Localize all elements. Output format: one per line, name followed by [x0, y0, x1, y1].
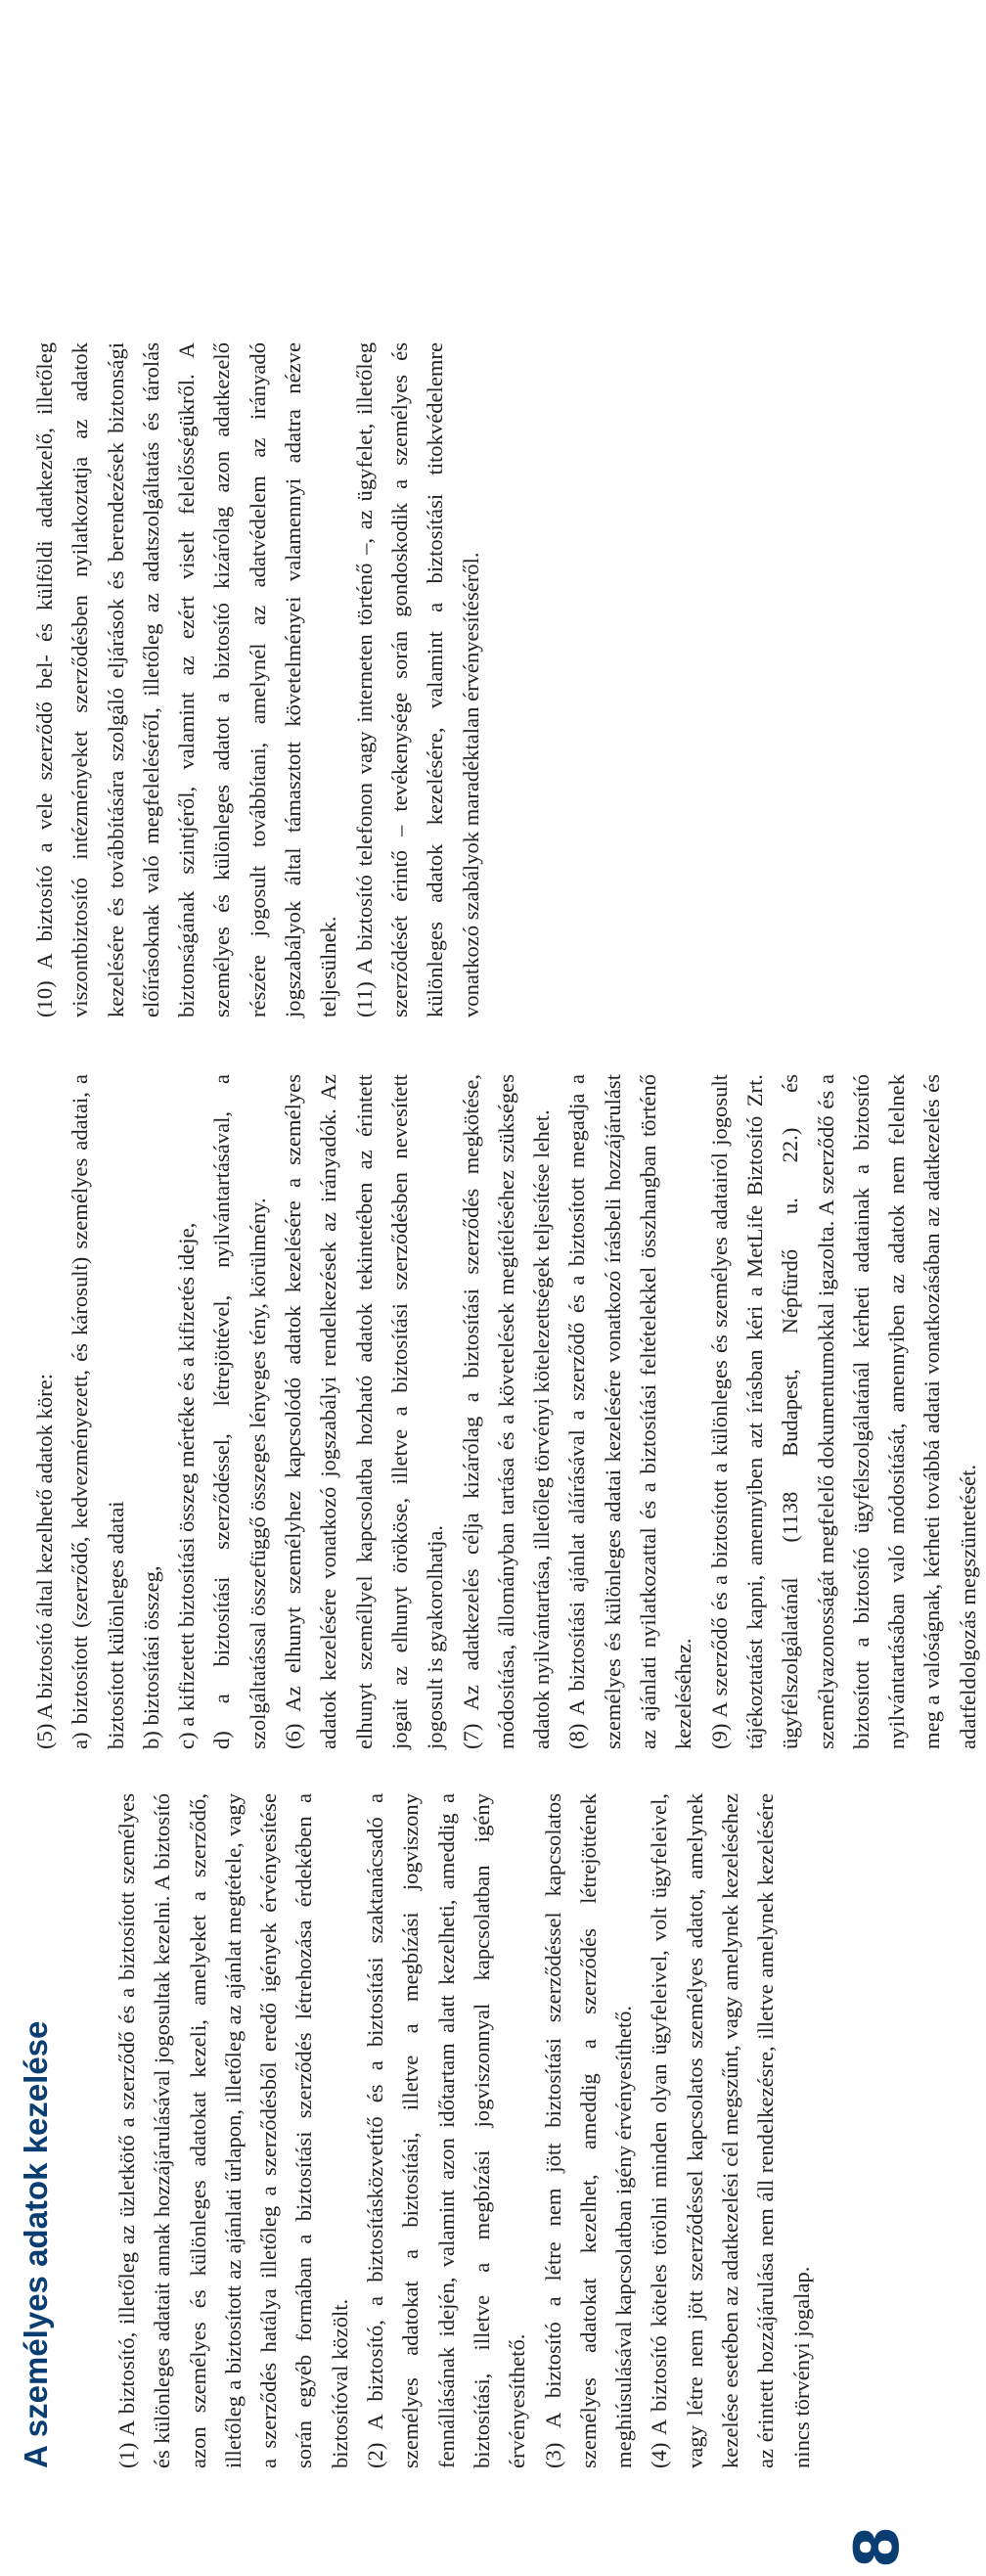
list-item-d: d) a biztosítási szerződéssel, létrejöttével, nyilvántartásával, a szolgáltatással összefüggő összeges lényeges tény, körülmény.	[209, 1074, 270, 1749]
paragraph-5: (5) A biztosító által kezelhető adatok köre:	[32, 1374, 57, 1749]
paragraph-8: (8) A biztosítási ajánlat aláírásával a szerződő és a biztosított megadja a személyes és különleges adatai kezelésére vonatkozó írásbeli hozzájárulást az ajánlati nyilatkozattal és a biztosítási feltételekkel összhangban történő kezeléséhez.	[564, 1074, 696, 1749]
paragraph-4: (4) A biztosító köteles törölni minden olyan ügyfeleivel, volt ügyfeleivel, vagy létre nem jött szerződéssel kapcsolatos személyes adatot, amelynek kezelése esetében az adatkezelési cél megszűnt, vagy amelynek kezeléséhez az érintett hozzájárulása nem áll rendelkezésre, illetve amelynek kezelésére nincs törvényi jogalap.	[647, 1793, 814, 2468]
text-column-1	[110, 1793, 820, 2468]
section-title: A személyes adatok kezelése	[18, 2020, 54, 2468]
text-column-2	[27, 1074, 986, 1749]
list-item-c: c) a kifizetett biztosítási összeg mértéke és a kifizetés ideje,	[174, 1222, 200, 1749]
paragraph-2: (2) A biztosító, a biztosításközvetítő és a biztosítási szaktanácsadó a személyes adatokat a biztosítási, illetve a megbízási jogviszony fennállásának idején, valamint azon időtartam alatt kezelheti, ameddig a biztosítási, illetve a megbízási jogviszonnyal kapcsolatban igény érvényesíthető.	[363, 1793, 530, 2468]
page-number: 8	[841, 2525, 913, 2568]
paragraph-3: (3) A biztosító a létre nem jött biztosítási szerződéssel kapcsolatos személyes adatokat kezelhet, ameddig a szerződés létrejöttének meghiúsulásával kapcsolatban igény érvényesíthető.	[540, 1793, 637, 2468]
paragraph-7: (7) Az adatkezelés célja kizárólag a biztosítási szerződés megkötése, módosítása, állományban tartása és a követelések megítéléséhez szükséges adatok nyilvántartása, illetőleg törvényi kötelezettségek teljesítése lehet.	[458, 1074, 555, 1749]
paragraph-6: (6) Az elhunyt személyhez kapcsolódó adatok kezelésére a személyes adatok kezelésére vonatkozó jogszabályi rendelkezések az irányadók. Az elhunyt személlyel kapcsolatba hozható adatok tekintetében az érintett jogait az elhunyt örököse, illetve a biztosítási szerződésben nevesített jogosult is gyakorolhatja.	[281, 1074, 448, 1749]
paragraph-1: (1) A biztosító, illetőleg az üzletkötő a szerződő és a biztosított személyes és különleges adatait annak hozzájárulásával jogosultak kezelni. A biztosító azon személyes és különleges adatokat kezeli, amelyeket a szerződő, illetőleg a biztosított az ajánlati űrlapon, illetőleg az ajánlat megtétele, vagy a szerződés hatálya illetőleg a szerződésből eredő igények érvényesítése során egyéb formában a biztosítási szerződés létrehozása érdekében a biztosítóval közölt.	[114, 1793, 352, 2468]
paragraph-10: (10) A biztosító a vele szerződő bel- és külföldi adatkezelő, illetőleg viszontbiztosító intézményeket szerződésben nyilatkoztatja az adatok kezelésére és továbbítására szolgáló eljárások és berendezések biztonsági előírásoknak való megfelelésérőI, illetőleg az adatszolgáltatás és tárolás biztonságának szintjéről, valamint az ezért viselt felelősségükről. A személyes és különleges adatot a biztosító kizárólag azon adatkezelő részére jogosult továbbítani, amelynél az adatvédelem az irányadó jogszabályok által támasztott követelményei valamennyi adatra nézve teljesülnek.	[32, 342, 341, 1017]
text-column-3	[27, 342, 489, 1017]
list-item-a: a) biztosított (szerződő, kedvezményezett, és károsult) személyes adatai, a biztosított különleges adatai	[67, 1074, 128, 1749]
paragraph-9: (9) A szerződő és a biztosított a különleges és személyes adatairól jogosult tájékoztatást kapni, amennyiben azt írásban kéri a MetLife Biztosító Zrt. ügyfélszolgálatánál (1138 Budapest, Népfürdő u. 22.) és személyazonosságát megfelelő dokumentumokkal igazolta. A szerződő és a biztosított a biztosító ügyfélszolgálatánál kérheti adatainak a biztosító nyilvántartásában való módosítását, amennyiben az adatok nem felelnek meg a valóságnak, kérheti továbbá adatai vonatkozásában az adatkezelés és adatfeldolgozás megszüntetését.	[706, 1074, 980, 1749]
list-item-b: b) biztosítási összeg,	[138, 1565, 163, 1749]
paragraph-11: (11) A biztosító telefonon vagy interneten történő –, az ügyfelet, illetőleg szerződését érintő – tevékenysége során gondoskodik a személyes és különleges adatok kezelésére, valamint a biztosítási titokvédelemre vonatkozó szabályok maradéktalan érvényesítéséről.	[351, 342, 483, 1017]
